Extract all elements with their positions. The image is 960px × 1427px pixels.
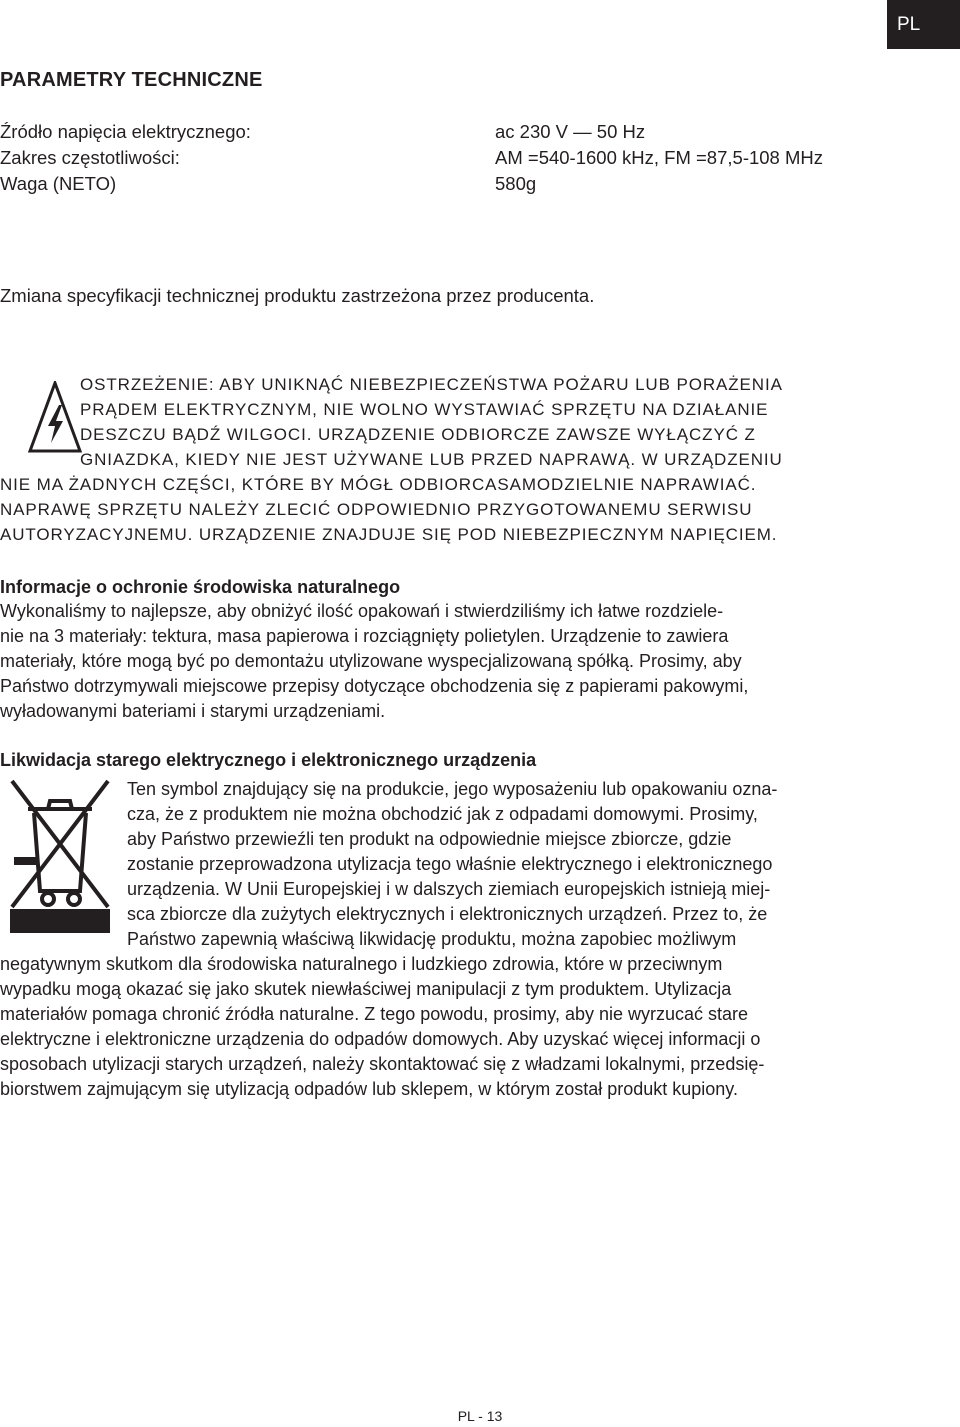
- warning-line: NIE MA ŻADNYCH CZĘŚCI, KTÓRE BY MÓGŁ ODBIORCASAMODZIELNIE NAPRAWIAĆ.: [0, 475, 757, 494]
- warning-line: NAPRAWĘ SPRZĘTU NALEŻY ZLECIĆ ODPOWIEDNIO PRZYGOTOWANEMU SERWISU: [0, 500, 753, 519]
- paragraph-line: aby Państwo przewieźli ten produkt na odpowiednie miejsce zbiorcze, gdzie: [127, 829, 732, 849]
- disposal-section-title: Likwidacja starego elektrycznego i elektronicznego urządzenia: [0, 750, 537, 770]
- warning-line: OSTRZEŻENIE: ABY UNIKNĄĆ NIEBEZPIECZEŃSTWA POŻARU LUB PORAŻENIA: [80, 375, 783, 394]
- spec-value: AM =540-1600 kHz, FM =87,5-108 MHz: [495, 147, 824, 168]
- spec-value: ac 230 V — 50 Hz: [495, 121, 646, 142]
- crossed-out-bin-icon: [8, 775, 112, 935]
- spec-label: Źródło napięcia elektrycznego:: [0, 121, 251, 142]
- paragraph-line: Ten symbol znajdujący się na produkcie, jego wyposażeniu lub opakowaniu ozna-: [127, 779, 778, 799]
- paragraph-line: wypadku mogą okazać się jako skutek niewłaściwej manipulacji z tym produktem. Utylizacja: [0, 979, 732, 999]
- paragraph-line: negatywnym skutkom dla środowiska naturalnego i ludzkiego zdrowia, które w przeciwnym: [0, 954, 723, 974]
- spec-label: Zakres częstotliwości:: [0, 147, 180, 168]
- paragraph-line: nie na 3 materiały: tektura, masa papierowa i rozciągnięty polietylen. Urządzenie to zawiera: [0, 626, 729, 646]
- paragraph-line: wyładowanymi bateriami i starymi urządzeniami.: [0, 701, 386, 721]
- language-tab: PL: [887, 0, 960, 49]
- warning-line: AUTORYZACYJNEMU. URZĄDZENIE ZNAJDUJE SIĘ POD NIEBEZPIECZNYM NAPIĘCIEM.: [0, 525, 778, 544]
- paragraph-line: materiały, które mogą być po demontażu utylizowane wyspecjalizowaną spółką. Prosimy, aby: [0, 651, 742, 671]
- paragraph-line: zostanie przeprowadzona utylizacja tego właśnie elektrycznego i elektronicznego: [127, 854, 773, 874]
- paragraph-line: cza, że z produktem nie można obchodzić jak z odpadami domowymi. Prosimy,: [127, 804, 758, 824]
- warning-line: GNIAZDKA, KIEDY NIE JEST UŻYWANE LUB PRZED NAPRAWĄ. W URZĄDZENIU: [80, 450, 783, 469]
- paragraph-line: sca zbiorcze dla zużytych elektrycznych i elektronicznych urządzeń. Przez to, że: [127, 904, 768, 924]
- electric-shock-warning-icon: [28, 381, 82, 453]
- spec-value: 580g: [495, 173, 537, 194]
- page-heading: PARAMETRY TECHNICZNE: [0, 69, 263, 91]
- warning-line: PRĄDEM ELEKTRYCZNYM, NIE WOLNO WYSTAWIAĆ SPRZĘTU NA DZIAŁANIE: [80, 400, 769, 419]
- spec-change-notice: Zmiana specyfikacji technicznej produktu zastrzeżona przez producenta.: [0, 285, 595, 306]
- paragraph-line: urządzenia. W Unii Europejskiej i w dalszych ziemiach europejskich istnieją miej-: [127, 879, 771, 899]
- paragraph-line: sposobach utylizacji starych urządzeń, należy skontaktować się z władzami lokalnymi, przedsię-: [0, 1054, 765, 1074]
- paragraph-line: biorstwem zajmującym się utylizacją odpadów lub sklepem, w którym został produkt kupiony.: [0, 1079, 738, 1099]
- environment-section-title: Informacje o ochronie środowiska naturalnego: [0, 577, 401, 597]
- paragraph-line: elektryczne i elektroniczne urządzenia do odpadów domowych. Aby uzyskać więcej informacji o: [0, 1029, 761, 1049]
- paragraph-line: materiałów pomaga chronić źródła naturalne. Z tego powodu, prosimy, aby nie wyrzucać stare: [0, 1004, 749, 1024]
- paragraph-line: Państwo zapewnią właściwą likwidację produktu, można zapobiec możliwym: [127, 929, 737, 949]
- paragraph-line: Wykonaliśmy to najlepsze, aby obniżyć ilość opakowań i stwierdziliśmy ich łatwe rozdziele-: [0, 601, 724, 621]
- paragraph-line: Państwo dotrzymywali miejscowe przepisy dotyczące obchodzenia się z papierami pakowymi,: [0, 676, 749, 696]
- spec-label: Waga (NETO): [0, 173, 117, 194]
- warning-line: DESZCZU BĄDŹ WILGOCI. URZĄDZENIE ODBIORCZE ZAWSZE WYŁĄCZYĆ Z: [80, 425, 756, 444]
- page-number: PL - 13: [457, 1408, 503, 1424]
